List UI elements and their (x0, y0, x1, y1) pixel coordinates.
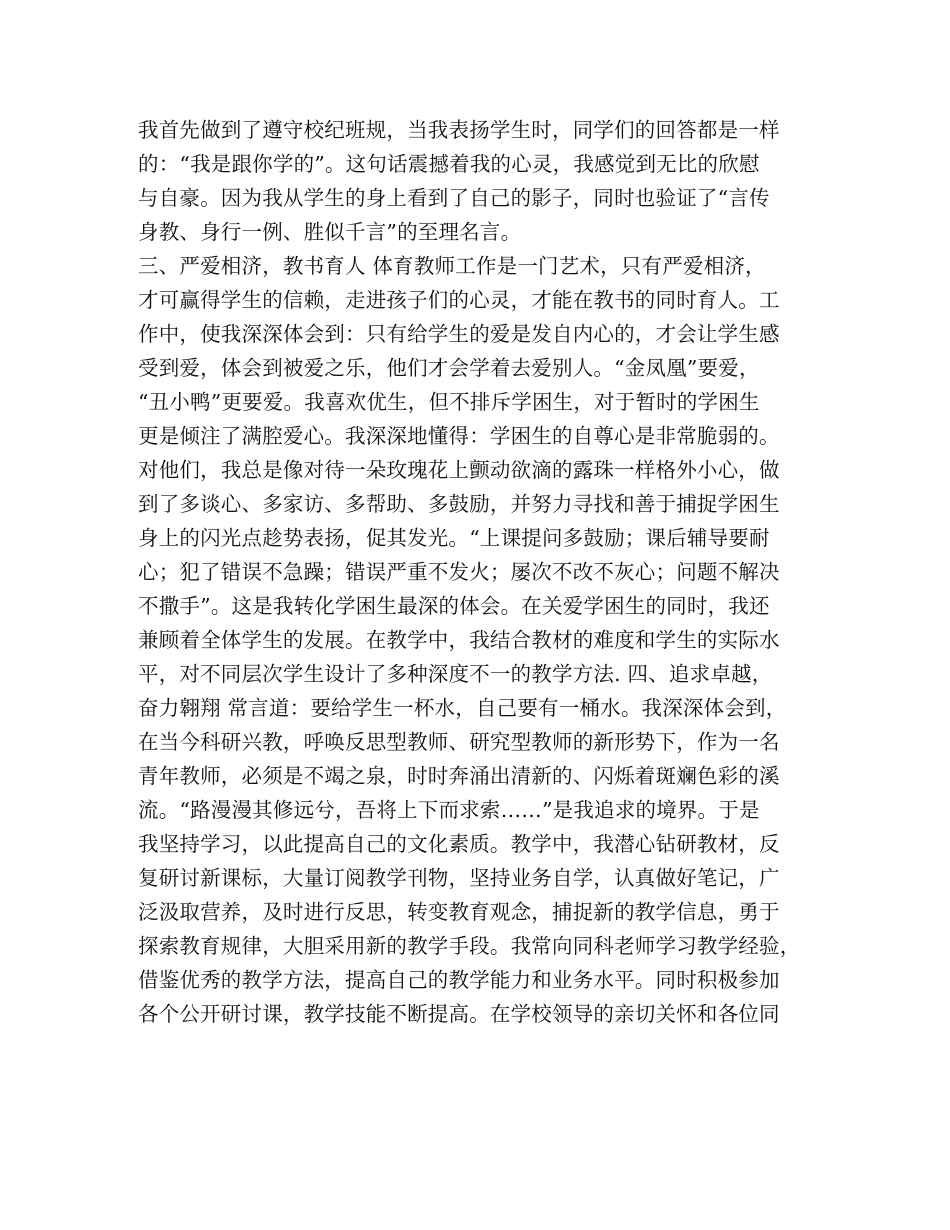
text-line: 青年教师，必须是不竭之泉，时时奔涌出清新的、闪烁着斑斓色彩的溪 (138, 764, 780, 788)
text-line: 奋力翱翔 常言道：要给学生一杯水，自己要有一桶水。我深深体会到， (138, 696, 787, 720)
text-line: 不撒手”。这是我转化学困生最深的体会。在关爱学困生的同时，我还 (138, 594, 770, 618)
text-line: 在当今科研兴教，呼唤反思型教师、研究型教师的新形势下，作为一名 (138, 730, 780, 754)
text-line: 兼顾着全体学生的发展。在教学中，我结合教材的难度和学生的实际水 (138, 628, 780, 652)
text-line: 才可赢得学生的信赖，走进孩子们的心灵，才能在教书的同时育人。工 (138, 288, 780, 312)
text-line: 平，对不同层次学生设计了多种深度不一的教学方法. 四、追求卓越， (138, 662, 773, 686)
text-line: 复研讨新课标，大量订阅教学刊物，坚持业务自学，认真做好笔记，广 (138, 866, 780, 890)
text-line: 身上的闪光点趁势表扬，促其发光。“上课提问多鼓励；课后辅导要耐 (138, 526, 770, 550)
text-line: 对他们，我总是像对待一朵玫瑰花上颤动欲滴的露珠一样格外小心，做 (138, 458, 780, 482)
text-line: 更是倾注了满腔爱心。我深深地懂得：学困生的自尊心是非常脆弱的。 (138, 424, 780, 448)
text-line: 作中，使我深深体会到：只有给学生的爱是发自内心的，才会让学生感 (138, 322, 780, 346)
text-line: 泛汲取营养，及时进行反思，转变教育观念，捕捉新的教学信息，勇于 (138, 900, 780, 924)
text-line: 各个公开研讨课，教学技能不断提高。在学校领导的亲切关怀和各位同 (138, 1002, 780, 1026)
text-line: 的：“我是跟你学的”。这句话震撼着我的心灵，我感觉到无比的欣慰 (138, 152, 760, 176)
document-body (138, 113, 828, 1031)
text-line: 探索教育规律，大胆采用新的教学手段。我常向同科老师学习教学经验， (138, 934, 801, 958)
text-line: “丑小鸭”更要爱。我喜欢优生，但不排斥学困生，对于暂时的学困生 (138, 390, 760, 414)
text-line: 到了多谈心、多家访、多帮助、多鼓励，并努力寻找和善于捕捉学困生 (138, 492, 780, 516)
text-line: 心；犯了错误不急躁；错误严重不发火；屡次不改不灰心；问题不解决 (138, 560, 780, 584)
text-line: 借鉴优秀的教学方法，提高自己的教学能力和业务水平。同时积极参加 (138, 968, 780, 992)
text-line: 流。“路漫漫其修远兮，吾将上下而求索……”是我追求的境界。于是 (138, 798, 760, 822)
text-line: 与自豪。因为我从学生的身上看到了自己的影子，同时也验证了“言传 (138, 186, 770, 210)
text-line: 我坚持学习，以此提高自己的文化素质。教学中，我潜心钻研教材，反 (138, 832, 780, 856)
text-line: 身教、身行一例、胜似千言”的至理名言。 (138, 220, 522, 244)
text-line: 受到爱，体会到被爱之乐，他们才会学着去爱别人。“金凤凰”要爱， (138, 356, 760, 380)
text-line: 三、严爱相济，教书育人 体育教师工作是一门艺术，只有严爱相济， (138, 254, 766, 278)
text-line: 我首先做到了遵守校纪班规，当我表扬学生时，同学们的回答都是一样 (138, 118, 780, 142)
